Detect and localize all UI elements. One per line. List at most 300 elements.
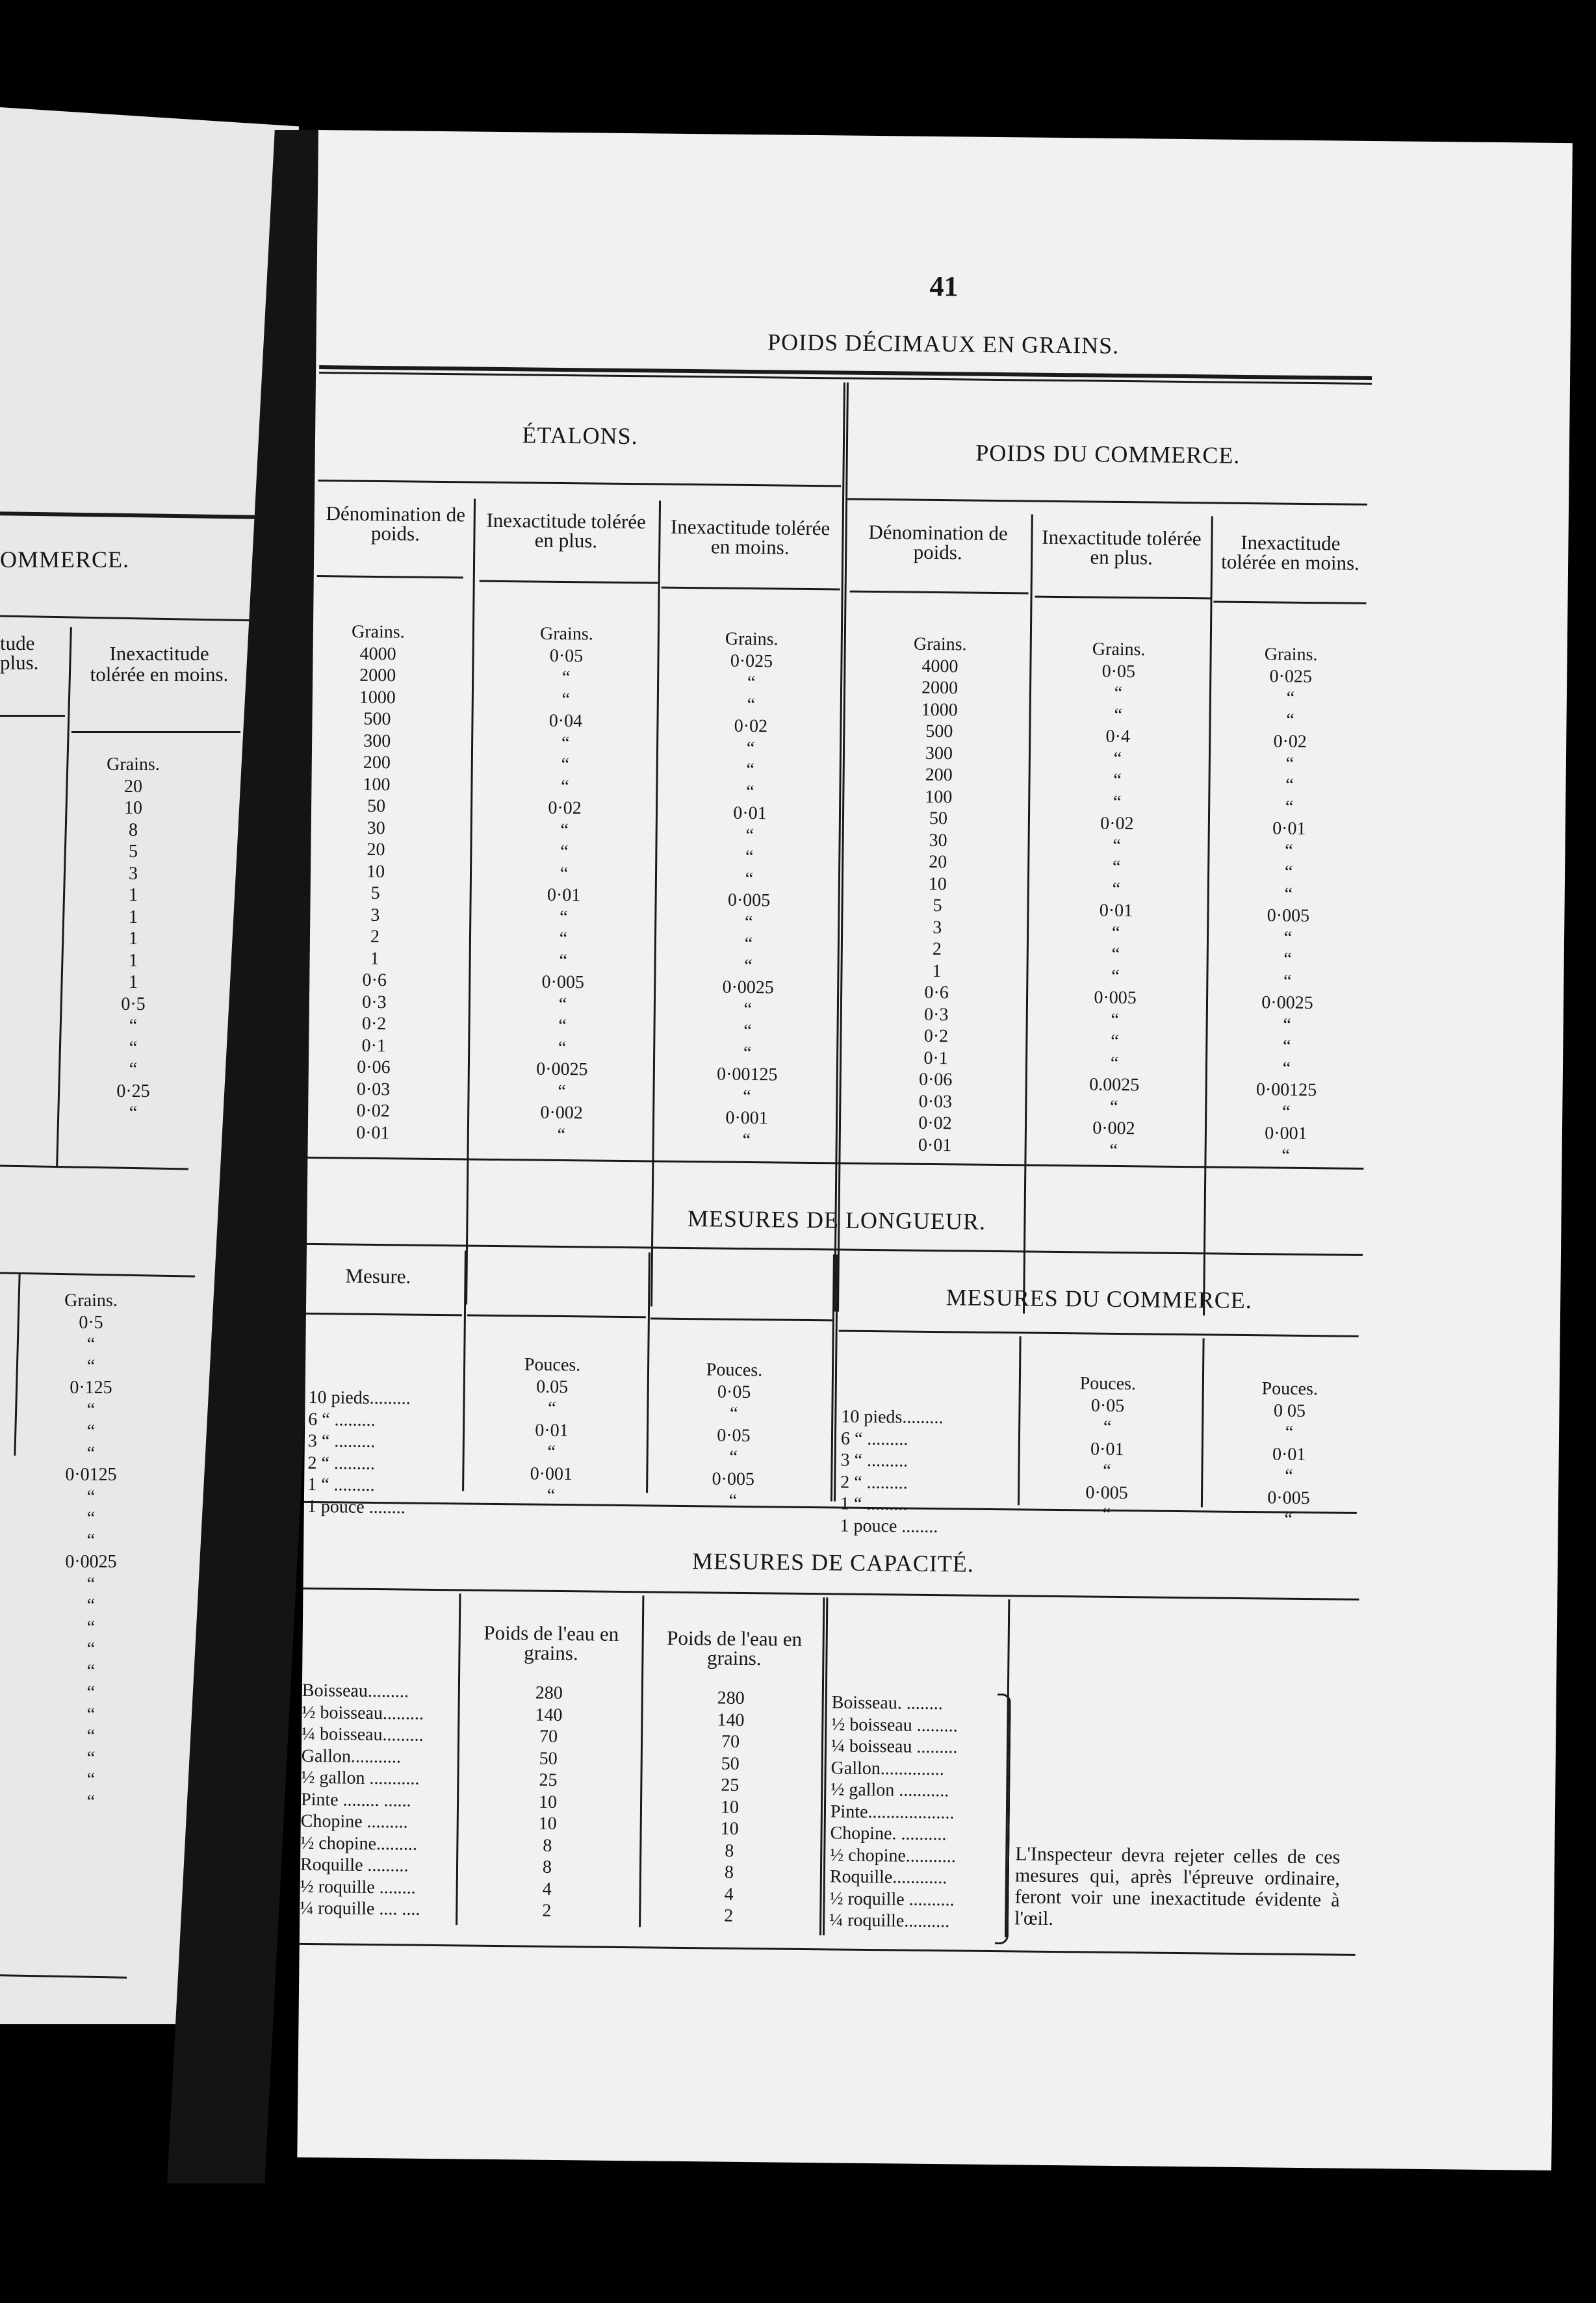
left-col-a-header: tude plus. bbox=[0, 632, 39, 674]
table-cell: “ bbox=[129, 1016, 138, 1036]
table-cell: Grains. bbox=[351, 621, 405, 643]
table-cell: “ bbox=[1281, 1101, 1291, 1122]
table-cell: 0·1 bbox=[361, 1035, 387, 1056]
table-cell: Grains. bbox=[1092, 639, 1146, 660]
length-rows bbox=[307, 1387, 458, 1519]
table-cell: “ bbox=[1283, 927, 1293, 948]
table-row-label: ½ gallon ........... bbox=[830, 1779, 949, 1801]
table-cell: “ bbox=[1111, 922, 1120, 943]
table-cell: “ bbox=[561, 689, 571, 710]
table-rule bbox=[650, 1317, 832, 1321]
table-cell: 1 bbox=[129, 885, 138, 905]
table-cell: 70 bbox=[721, 1731, 740, 1752]
table-cell: Grains. bbox=[725, 628, 779, 650]
table-cell: 0·03 bbox=[918, 1091, 953, 1112]
double-divider bbox=[830, 1254, 838, 1501]
table-cell: 1 bbox=[129, 972, 138, 992]
table-cell: 50 bbox=[367, 795, 386, 817]
length-commerce-moins bbox=[1243, 1378, 1335, 1531]
table-cell: “ bbox=[1113, 791, 1122, 812]
table-cell: 20 bbox=[929, 851, 947, 873]
table-cell: “ bbox=[1285, 1422, 1294, 1443]
table-cell: 0·005 bbox=[1085, 1482, 1128, 1503]
table-cell: 25 bbox=[539, 1769, 558, 1790]
table-cell: 2000 bbox=[359, 665, 396, 686]
table-cell: “ bbox=[86, 1617, 96, 1638]
table-cell: 8 bbox=[724, 1862, 734, 1883]
table-cell: 0·05 bbox=[549, 645, 584, 666]
table-cell: “ bbox=[1286, 688, 1295, 708]
table-cell: 0·002 bbox=[1092, 1118, 1135, 1139]
table-cell: “ bbox=[86, 1595, 96, 1615]
table-cell: 1 bbox=[129, 950, 138, 971]
table-cell: 8 bbox=[129, 819, 138, 840]
table-row-label: Pinte ........ ...... bbox=[300, 1789, 411, 1811]
main-page bbox=[297, 130, 1573, 2170]
table-cell: 0·03 bbox=[356, 1079, 391, 1100]
etalons-title: ÉTALONS. bbox=[522, 422, 638, 450]
table-cell: 3 bbox=[933, 917, 942, 938]
table-rule bbox=[1213, 600, 1366, 604]
table-cell: 0·0025 bbox=[1261, 992, 1313, 1014]
table-rule bbox=[850, 591, 1029, 595]
column-divider bbox=[1203, 516, 1213, 1315]
table-cell: 4 bbox=[542, 1879, 552, 1899]
table-cell: “ bbox=[561, 732, 570, 753]
table-row-label: 3 “ ......... bbox=[307, 1430, 376, 1452]
table-cell: 5 bbox=[129, 842, 138, 862]
commerce-header-moins: Inexactitude tolérée en moins. bbox=[1221, 530, 1360, 574]
table-cell: Grains. bbox=[107, 754, 160, 775]
table-cell: 50 bbox=[929, 808, 948, 829]
table-cell: “ bbox=[86, 1769, 96, 1790]
table-row-label: Roquille............ bbox=[829, 1866, 947, 1888]
table-cell: 0·02 bbox=[918, 1113, 952, 1134]
commerce-denomination-column bbox=[886, 633, 989, 1157]
table-cell: 20 bbox=[124, 776, 142, 797]
table-cell: 70 bbox=[539, 1726, 558, 1747]
table-cell: 4000 bbox=[359, 643, 396, 664]
table-rule bbox=[304, 1501, 1357, 1514]
table-cell: 0·005 bbox=[712, 1468, 755, 1489]
table-cell: 0·005 bbox=[1267, 905, 1310, 927]
left-rule bbox=[71, 731, 240, 733]
table-cell: “ bbox=[745, 825, 754, 845]
table-cell: “ bbox=[1112, 856, 1121, 877]
table-cell: “ bbox=[1285, 840, 1293, 861]
table-cell: “ bbox=[745, 846, 754, 868]
table-cell: “ bbox=[1284, 884, 1293, 905]
table-cell: Grains. bbox=[913, 634, 967, 655]
length-commerce-title: MESURES DU COMMERCE. bbox=[946, 1284, 1252, 1314]
table-cell: 1 bbox=[129, 929, 138, 949]
table-cell: 0·6 bbox=[362, 970, 387, 991]
page-number: 41 bbox=[929, 270, 959, 303]
table-cell: 1000 bbox=[359, 687, 396, 708]
table-row-label: ½ chopine......... bbox=[300, 1833, 418, 1855]
table-cell: 2 bbox=[370, 926, 380, 947]
table-row-label: Gallon.............. bbox=[830, 1757, 945, 1779]
table-cell: 4000 bbox=[921, 656, 959, 676]
table-cell: “ bbox=[560, 841, 569, 862]
table-cell: “ bbox=[1284, 1509, 1293, 1530]
brace bbox=[995, 1693, 1011, 1944]
table-cell: 0·01 bbox=[1272, 1443, 1306, 1465]
table-row-label: 1 pouce ........ bbox=[307, 1496, 405, 1518]
table-cell: “ bbox=[747, 694, 756, 715]
header-moins: Inexactitude tolérée en moins. bbox=[670, 515, 830, 559]
table-row-label: 2 “ ......... bbox=[307, 1452, 376, 1474]
length-etalons-plus bbox=[506, 1354, 598, 1507]
table-cell: “ bbox=[559, 907, 568, 927]
page-title: POIDS DÉCIMAUX EN GRAINS. bbox=[767, 329, 1120, 359]
table-cell: “ bbox=[743, 999, 753, 1020]
table-cell: 100 bbox=[925, 786, 953, 807]
table-cell: “ bbox=[129, 1037, 138, 1058]
table-cell: “ bbox=[86, 1682, 96, 1703]
table-cell: 10 bbox=[720, 1797, 740, 1818]
table-cell: 50 bbox=[721, 1753, 740, 1774]
capacity-title: MESURES DE CAPACITÉ. bbox=[691, 1548, 975, 1577]
table-cell: “ bbox=[561, 667, 571, 688]
table-cell: 0·0025 bbox=[536, 1059, 588, 1080]
table-cell: “ bbox=[560, 819, 569, 840]
table-cell: 0·01 bbox=[918, 1135, 952, 1155]
table-cell: “ bbox=[1285, 753, 1294, 774]
table-rule bbox=[306, 1313, 462, 1317]
table-cell: 0·005 bbox=[1094, 987, 1137, 1009]
table-rule bbox=[480, 580, 658, 584]
table-cell: 0·0025 bbox=[65, 1552, 117, 1572]
table-cell: “ bbox=[744, 955, 753, 976]
table-cell: 0·2 bbox=[361, 1013, 387, 1035]
table-cell: “ bbox=[558, 1081, 566, 1101]
table-cell: 0·05 bbox=[1090, 1395, 1125, 1416]
table-cell: Grains. bbox=[64, 1291, 118, 1311]
table-rule bbox=[317, 575, 463, 578]
table-row-label: 3 “ ......... bbox=[840, 1450, 908, 1471]
table-row-label: 1 “ ......... bbox=[840, 1493, 908, 1515]
table-cell: 0·0025 bbox=[722, 977, 775, 998]
capacity-rows bbox=[300, 1680, 455, 1921]
table-rule bbox=[318, 480, 841, 487]
table-cell: 0·00125 bbox=[1255, 1079, 1317, 1101]
table-cell: Pouces. bbox=[524, 1354, 581, 1376]
table-cell: “ bbox=[561, 754, 570, 775]
table-cell: “ bbox=[744, 933, 753, 955]
table-cell: 3 bbox=[129, 863, 138, 884]
left-col-c-values bbox=[52, 1290, 130, 1812]
table-cell: “ bbox=[1283, 1014, 1292, 1035]
table-cell: 8 bbox=[725, 1840, 734, 1861]
table-cell: 5 bbox=[370, 882, 380, 904]
table-cell: Pouces. bbox=[1261, 1378, 1319, 1400]
table-cell: 1 bbox=[129, 907, 138, 927]
table-cell: 0·01 bbox=[535, 1420, 569, 1441]
table-cell: “ bbox=[743, 1086, 751, 1107]
column-divider bbox=[1201, 1338, 1205, 1507]
table-row-label: Pinte................... bbox=[830, 1801, 955, 1823]
length-etalons-moins bbox=[688, 1359, 780, 1512]
table-cell: “ bbox=[1111, 944, 1120, 964]
table-cell: “ bbox=[86, 1747, 96, 1768]
table-cell: “ bbox=[129, 1103, 138, 1123]
table-cell: Pouces. bbox=[706, 1359, 763, 1381]
table-cell: Pouces. bbox=[1079, 1373, 1137, 1395]
column-divider bbox=[1018, 1336, 1022, 1505]
table-rule bbox=[839, 1330, 1359, 1337]
table-cell: “ bbox=[745, 781, 754, 802]
table-cell: “ bbox=[86, 1704, 96, 1725]
table-cell: 0·05 bbox=[717, 1425, 751, 1446]
table-cell: 0·06 bbox=[357, 1057, 391, 1078]
column-divider bbox=[646, 1252, 650, 1493]
table-cell: 0·005 bbox=[1267, 1487, 1310, 1508]
table-cell: 10 bbox=[124, 798, 142, 818]
table-cell: 0·01 bbox=[733, 803, 767, 824]
table-cell: “ bbox=[86, 1334, 96, 1354]
table-cell: “ bbox=[1286, 710, 1294, 730]
table-cell: 0·001 bbox=[1265, 1123, 1307, 1144]
table-cell: “ bbox=[1283, 971, 1292, 992]
table-cell: “ bbox=[728, 1490, 738, 1511]
table-cell: “ bbox=[1113, 748, 1122, 769]
table-cell: 2 bbox=[932, 938, 942, 960]
table-cell: 2 bbox=[542, 1900, 552, 1921]
table-cell: “ bbox=[86, 1726, 96, 1746]
left-rule bbox=[0, 1164, 188, 1170]
table-cell: “ bbox=[1113, 835, 1121, 856]
table-cell: 0·01 bbox=[356, 1122, 390, 1143]
table-row-label: 10 pieds......... bbox=[308, 1387, 411, 1409]
table-cell: “ bbox=[1111, 1009, 1120, 1030]
table-cell: 0·025 bbox=[1269, 665, 1313, 687]
table-cell: 200 bbox=[925, 764, 953, 786]
table-cell: 0·3 bbox=[362, 992, 387, 1012]
table-cell: 0·02 bbox=[548, 797, 582, 819]
inspector-note: L'Inspecteur devra rejeter celles de ces mesures qui, après l'épreuve ordinaire, feront voir une inexactitude évidente à l'œil. bbox=[1014, 1843, 1341, 1929]
commerce-header-denomination: Dénomination de poids. bbox=[868, 520, 1008, 564]
table-row-label: ¼ roquille.......... bbox=[829, 1910, 950, 1932]
length-commerce-plus bbox=[1061, 1372, 1153, 1526]
table-cell: “ bbox=[1109, 1096, 1118, 1117]
table-cell: “ bbox=[743, 1020, 752, 1042]
table-cell: “ bbox=[1110, 1053, 1119, 1074]
table-cell: 50 bbox=[539, 1748, 558, 1769]
table-cell: “ bbox=[1281, 1145, 1290, 1166]
left-rule bbox=[0, 615, 260, 622]
table-row-label: 2 “ ......... bbox=[840, 1472, 908, 1493]
table-row-label: 1 pouce ........ bbox=[840, 1515, 938, 1537]
table-cell: 0·4 bbox=[1105, 726, 1131, 747]
table-cell: 8 bbox=[543, 1835, 552, 1856]
table-cell: “ bbox=[86, 1530, 96, 1550]
table-cell: 0·05 bbox=[1101, 661, 1136, 682]
table-cell: “ bbox=[86, 1443, 96, 1463]
table-cell: 0·5 bbox=[79, 1312, 103, 1333]
table-cell: “ bbox=[561, 776, 569, 797]
table-row-label: ½ boisseau ......... bbox=[831, 1714, 958, 1736]
table-cell: 0·002 bbox=[540, 1102, 583, 1124]
table-cell: 0·005 bbox=[541, 971, 585, 993]
header-plus: Inexactitude tolérée en plus. bbox=[486, 508, 647, 552]
table-row-label: ½ roquille .......... bbox=[829, 1888, 955, 1910]
table-cell: 30 bbox=[367, 817, 385, 838]
column-divider bbox=[456, 1593, 461, 1925]
table-cell: 25 bbox=[721, 1775, 740, 1795]
table-row-label: Boisseau......... bbox=[302, 1680, 409, 1702]
table-row-label: Roquille ......... bbox=[300, 1854, 409, 1876]
table-cell: “ bbox=[1102, 1504, 1111, 1525]
column-divider bbox=[1023, 515, 1033, 1314]
table-cell: “ bbox=[558, 1015, 567, 1036]
table-cell: 0.0025 bbox=[1089, 1074, 1140, 1096]
table-rule bbox=[303, 1588, 1359, 1601]
left-page-content bbox=[0, 0, 299, 2014]
table-cell: “ bbox=[548, 1398, 556, 1419]
table-row-label: ¼ boisseau......... bbox=[301, 1723, 424, 1745]
table-cell: 0 05 bbox=[1273, 1400, 1306, 1421]
etalons-denomination-column bbox=[324, 621, 427, 1144]
table-cell: 0·6 bbox=[924, 982, 949, 1003]
table-cell: “ bbox=[742, 1129, 751, 1150]
table-row-label: ½ gallon ........... bbox=[301, 1767, 420, 1789]
table-cell: 0·001 bbox=[725, 1107, 768, 1129]
table-cell: 0·02 bbox=[356, 1100, 391, 1122]
table-row-label: 10 pieds......... bbox=[841, 1406, 944, 1428]
table-cell: 0·125 bbox=[70, 1378, 112, 1398]
capacity-header-b: Poids de l'eau en grains. bbox=[667, 1626, 803, 1670]
table-cell: 10 bbox=[720, 1818, 739, 1839]
table-cell: 10 bbox=[366, 861, 385, 882]
table-cell: 0·00125 bbox=[716, 1064, 778, 1085]
table-cell: 10 bbox=[928, 873, 947, 894]
left-col-b-header: Inexactitude tolérée en moins. bbox=[90, 642, 229, 686]
length-commerce-rows bbox=[840, 1406, 1013, 1539]
table-cell: “ bbox=[1114, 704, 1123, 725]
table-cell: 5 bbox=[933, 895, 942, 916]
table-rule bbox=[300, 1943, 1356, 1956]
table-cell: “ bbox=[1112, 879, 1121, 899]
table-cell: “ bbox=[86, 1660, 96, 1681]
table-cell: 30 bbox=[929, 830, 947, 851]
table-cell: “ bbox=[557, 1124, 566, 1145]
table-row-label: 6 “ ......... bbox=[308, 1409, 376, 1430]
table-cell: 0·01 bbox=[1272, 818, 1306, 839]
table-cell: 0·04 bbox=[548, 710, 583, 732]
table-row-label: ¼ roquille .... .... bbox=[300, 1898, 420, 1920]
table-cell: “ bbox=[745, 868, 754, 889]
table-cell: 8 bbox=[542, 1857, 552, 1877]
table-cell: “ bbox=[1114, 682, 1123, 704]
table-cell: “ bbox=[743, 1042, 752, 1063]
table-cell: 0·005 bbox=[727, 890, 771, 911]
commerce-plus-column bbox=[1068, 638, 1164, 1161]
table-cell: 0·01 bbox=[547, 884, 581, 906]
table-cell: “ bbox=[86, 1399, 96, 1420]
left-rule bbox=[0, 1272, 195, 1277]
table-cell: 2000 bbox=[921, 677, 959, 699]
table-cell: “ bbox=[1285, 797, 1294, 817]
table-cell: 0·06 bbox=[918, 1069, 953, 1090]
table-cell: 0·025 bbox=[730, 650, 773, 671]
table-cell: “ bbox=[744, 912, 753, 933]
left-col-b-values bbox=[97, 754, 169, 1124]
table-cell: “ bbox=[129, 1059, 138, 1079]
table-cell: 0·0125 bbox=[65, 1465, 117, 1485]
measure-header: Mesure. bbox=[345, 1264, 411, 1288]
table-cell: “ bbox=[1285, 775, 1294, 795]
table-cell: 0·1 bbox=[923, 1048, 948, 1068]
left-vline bbox=[56, 627, 72, 1166]
etalons-moins-column bbox=[701, 628, 797, 1151]
table-row-label: Boisseau. ........ bbox=[831, 1692, 943, 1714]
table-cell: 300 bbox=[363, 730, 391, 751]
table-row-label: ½ roquille ........ bbox=[300, 1876, 416, 1898]
column-divider bbox=[465, 499, 476, 1305]
commerce-moins-column bbox=[1240, 643, 1336, 1166]
table-cell: “ bbox=[86, 1486, 96, 1507]
table-cell: 1 bbox=[932, 960, 942, 981]
table-cell: 200 bbox=[363, 752, 391, 773]
length-title: MESURES DE LONGUEUR. bbox=[687, 1205, 986, 1235]
table-cell: 140 bbox=[535, 1705, 563, 1725]
table-cell: 2 bbox=[724, 1905, 734, 1926]
table-cell: 1 bbox=[370, 948, 380, 969]
table-cell: 0·02 bbox=[1273, 731, 1307, 752]
table-row-label: 6 “ ......... bbox=[840, 1428, 908, 1450]
table-cell: 140 bbox=[717, 1710, 745, 1730]
table-cell: “ bbox=[1285, 1465, 1293, 1486]
table-cell: “ bbox=[560, 863, 569, 884]
table-cell: 500 bbox=[925, 721, 953, 742]
table-row-label: ½ chopine........... bbox=[830, 1844, 957, 1866]
table-cell: “ bbox=[729, 1403, 738, 1424]
table-cell: 0·25 bbox=[116, 1081, 150, 1101]
table-cell: “ bbox=[559, 950, 568, 971]
left-vline bbox=[14, 1274, 20, 1456]
table-cell: “ bbox=[1113, 769, 1122, 790]
table-cell: “ bbox=[1109, 1140, 1118, 1161]
table-cell: “ bbox=[86, 1356, 96, 1376]
table-cell: “ bbox=[747, 672, 756, 693]
table-cell: “ bbox=[746, 738, 755, 758]
table-cell: 3 bbox=[370, 905, 380, 925]
table-cell: “ bbox=[86, 1639, 96, 1659]
table-cell: 0·05 bbox=[717, 1382, 751, 1402]
capacity-commerce-rows bbox=[829, 1692, 997, 1933]
table-row-label: ½ boisseau......... bbox=[302, 1702, 424, 1724]
table-cell: 0·01 bbox=[1090, 1439, 1124, 1460]
column-divider bbox=[650, 501, 661, 1307]
table-rule bbox=[467, 1314, 646, 1318]
table-cell: “ bbox=[558, 994, 567, 1014]
table-cell: 280 bbox=[717, 1688, 745, 1708]
table-cell: 0·001 bbox=[530, 1463, 573, 1484]
table-cell: 10 bbox=[538, 1813, 557, 1834]
table-cell: “ bbox=[1103, 1460, 1111, 1481]
left-rule bbox=[0, 1974, 127, 1978]
table-cell: “ bbox=[559, 928, 568, 949]
table-cell: Grains. bbox=[539, 623, 593, 645]
capacity-values-b bbox=[683, 1687, 777, 1927]
table-row-label: Chopine ......... bbox=[300, 1810, 408, 1833]
table-cell: “ bbox=[1103, 1417, 1112, 1437]
table-cell: “ bbox=[547, 1485, 556, 1506]
table-row-label: ¼ boisseau ......... bbox=[830, 1736, 958, 1758]
table-row-label: Gallon........... bbox=[301, 1745, 402, 1767]
table-cell: “ bbox=[1282, 1036, 1291, 1057]
